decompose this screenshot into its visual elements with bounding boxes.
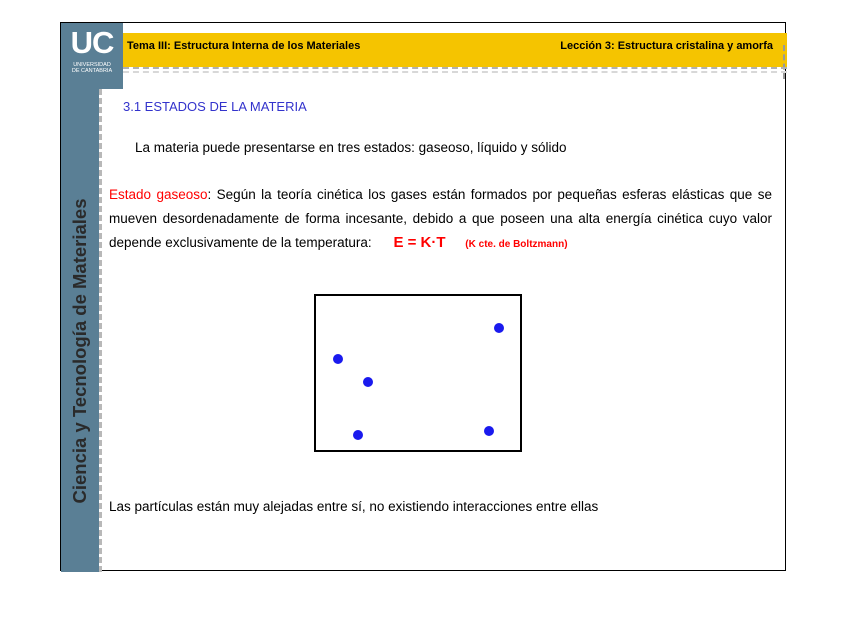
sidebar	[61, 89, 99, 624]
header-border-decoration	[783, 45, 785, 79]
university-logo	[61, 23, 123, 89]
header-divider-secondary	[123, 71, 787, 73]
gas-particle	[333, 354, 343, 364]
sidebar-divider	[99, 89, 102, 572]
gas-particle	[494, 323, 504, 333]
conclusion-text: Las partículas están muy alejadas entre sí, no existiendo interacciones entre ellas	[109, 499, 599, 514]
logo-subtitle-line2: DE CANTABRIA	[71, 68, 113, 74]
section-title: 3.1 ESTADOS DE LA MATERIA	[123, 99, 307, 114]
course-title: Ciencia y Tecnología de Materiales	[69, 198, 90, 504]
gas-state-paragraph	[109, 183, 772, 257]
page-number: 2	[77, 615, 82, 624]
logo-mark: UC	[70, 25, 114, 60]
topic-title: Tema III: Estructura Interna de los Materiales	[127, 40, 361, 52]
gas-container-diagram	[314, 294, 522, 452]
gas-state-description: : Según la teoría cinética los gases están formados por pequeñas esferas elásticas que se mueven desordenadamente de forma incesante, debido a que poseen una alta energía cinética cuyo valor depende exclusivamente de la temperatura:	[109, 187, 772, 250]
gas-state-term: Estado gaseoso	[109, 187, 208, 202]
logo-subtitle	[61, 62, 123, 74]
gas-particle	[484, 426, 494, 436]
header-bar	[123, 33, 787, 67]
header-divider	[123, 67, 787, 69]
intro-text: La materia puede presentarse en tres estados: gaseoso, líquido y sólido	[135, 140, 567, 155]
logo-subtitle-line1: UNIVERSIDAD	[73, 62, 111, 68]
gas-particle	[353, 430, 363, 440]
gas-particle	[363, 377, 373, 387]
slide	[60, 22, 786, 624]
boltzmann-note: (K cte. de Boltzmann)	[465, 239, 568, 250]
lesson-title: Lección 3: Estructura cristalina y amorfa	[560, 40, 773, 52]
energy-formula: E = K·T	[393, 234, 446, 251]
